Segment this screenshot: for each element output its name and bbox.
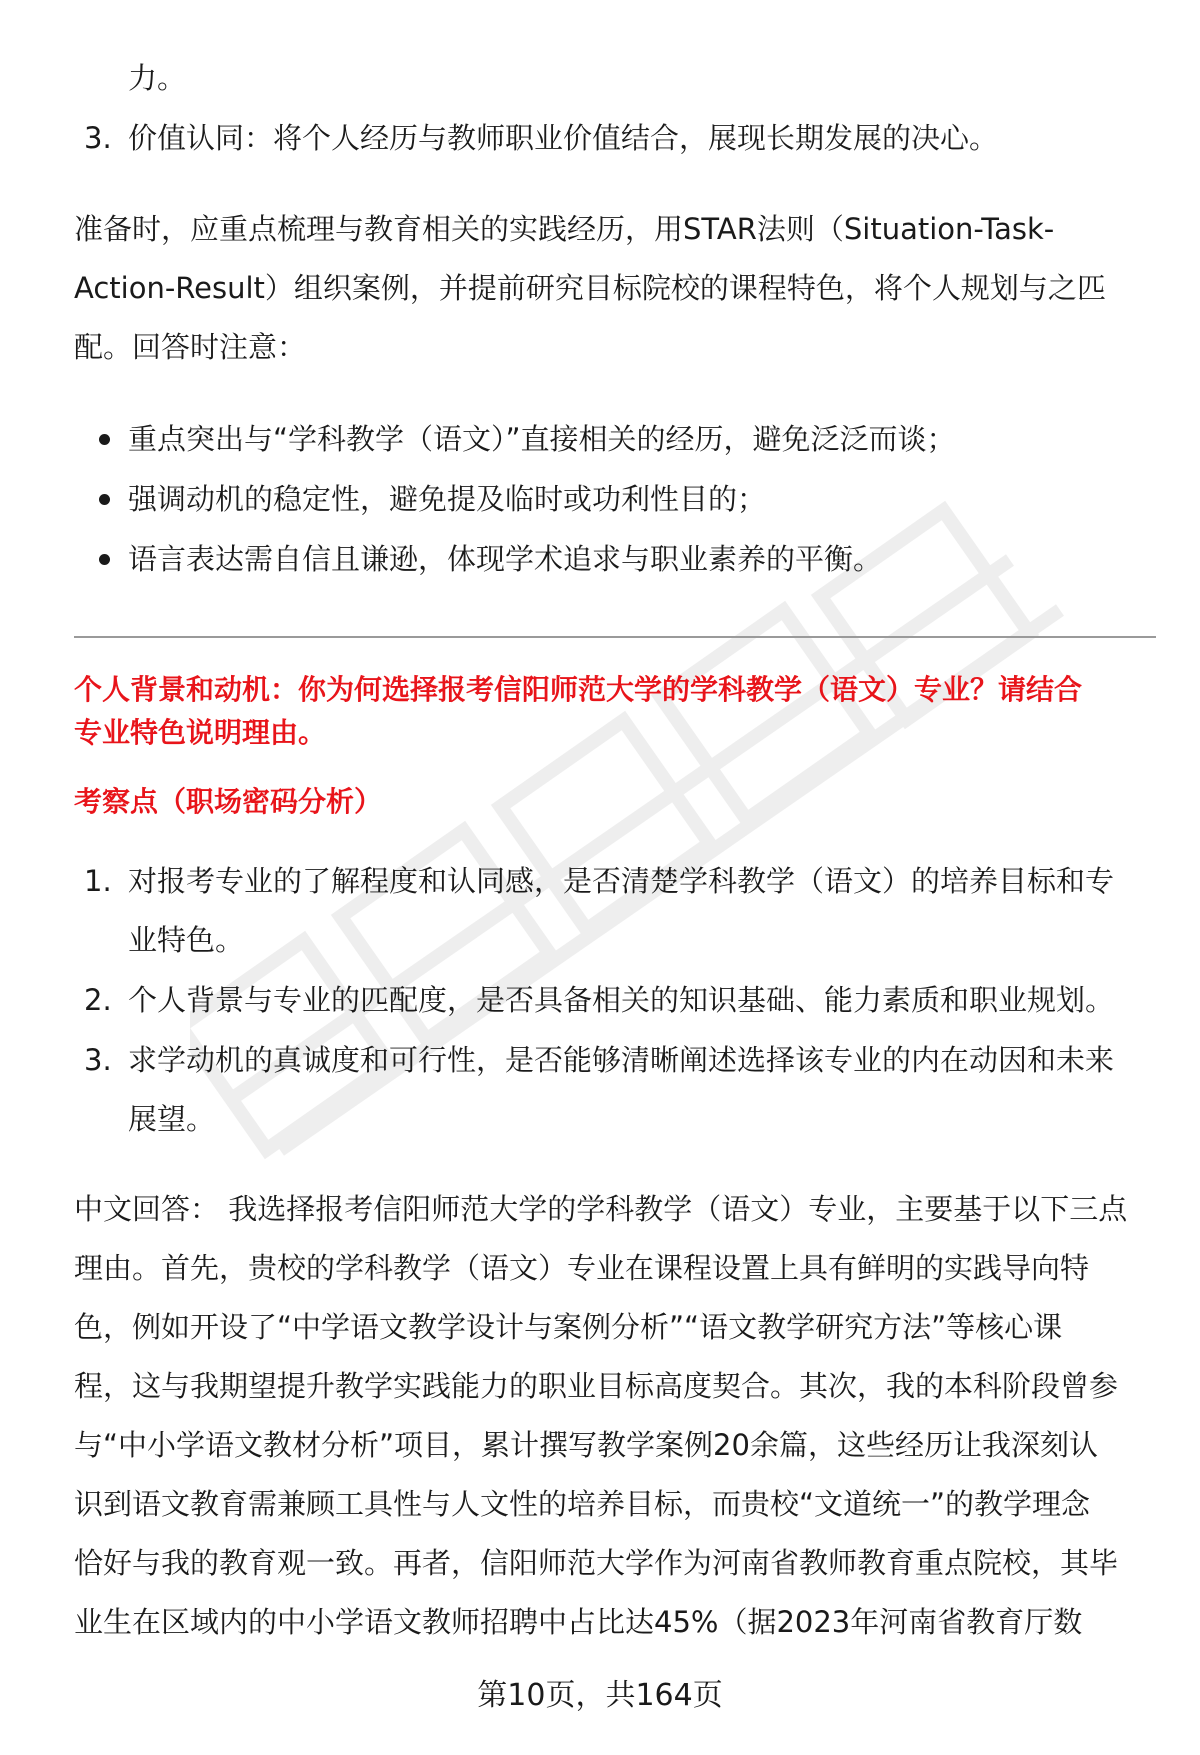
answer-line: 与“中小学语文教材分析”项目，累计撰写教学案例20余篇，这些经历让我深刻认: [74, 1428, 1098, 1462]
section-divider: [74, 636, 1156, 638]
question-heading: 个人背景和动机：你为何选择报考信阳师范大学的学科教学（语文）专业？请结合: [74, 673, 1083, 706]
answer-line: 识到语文教育需兼顾工具性与人文性的培养目标，而贵校“文道统一”的教学理念: [74, 1487, 1091, 1521]
list-item: 业特色。: [128, 923, 245, 957]
paragraph-line: 配。回答时注意：: [74, 330, 307, 364]
list-item: 个人背景与专业的匹配度，是否具备相关的知识基础、能力素质和职业规划。: [128, 983, 1115, 1017]
answer-line: 程，这与我期望提升教学实践能力的职业目标高度契合。其次，我的本科阶段曾参: [74, 1369, 1119, 1403]
list-number: 3.: [84, 121, 112, 155]
list-continuation: 力。: [128, 61, 187, 95]
list-number: 1.: [84, 864, 112, 898]
question-heading: 专业特色说明理由。: [74, 716, 327, 749]
list-item: 对报考专业的了解程度和认同感，是否清楚学科教学（语文）的培养目标和专: [128, 864, 1115, 898]
bullet-item: 重点突出与“学科教学（语文）”直接相关的经历，避免泛泛而谈；: [128, 422, 956, 456]
answer-line: 中文回答： 我选择报考信阳师范大学的学科教学（语文）专业，主要基于以下三点: [74, 1192, 1128, 1226]
list-number: 2.: [84, 983, 112, 1017]
bullet-dot: [99, 554, 110, 565]
answer-line: 理由。首先，贵校的学科教学（语文）专业在课程设置上具有鲜明的实践导向特: [74, 1251, 1090, 1285]
list-item: 价值认同：将个人经历与教师职业价值结合，展现长期发展的决心。: [128, 121, 999, 155]
paragraph-line: 准备时，应重点梳理与教育相关的实践经历，用STAR法则（Situation-Task-: [74, 212, 1055, 246]
bullet-dot: [99, 494, 110, 505]
bullet-item: 语言表达需自信且谦逊，体现学术追求与职业素养的平衡。: [128, 542, 883, 576]
list-item: 展望。: [128, 1102, 216, 1136]
section-heading: 考察点（职场密码分析）: [74, 785, 383, 818]
paragraph-line: Action-Result）组织案例，并提前研究目标院校的课程特色，将个人规划与之匹: [74, 271, 1106, 305]
answer-line: 业生在区域内的中小学语文教师招聘中占比达45%（据2023年河南省教育厅数: [74, 1605, 1083, 1639]
bullet-dot: [99, 434, 110, 445]
bullet-item: 强调动机的稳定性，避免提及临时或功利性目的；: [128, 482, 767, 516]
page-footer: 第10页，共164页: [477, 1678, 723, 1713]
list-item: 求学动机的真诚度和可行性，是否能够清晰阐述选择该专业的内在动因和未来: [128, 1043, 1115, 1077]
answer-line: 恰好与我的教育观一致。再者，信阳师范大学作为河南省教师教育重点院校，其毕: [74, 1546, 1119, 1580]
list-number: 3.: [84, 1043, 112, 1077]
answer-line: 色，例如开设了“中学语文教学设计与案例分析”“语文教学研究方法”等核心课: [74, 1310, 1063, 1344]
